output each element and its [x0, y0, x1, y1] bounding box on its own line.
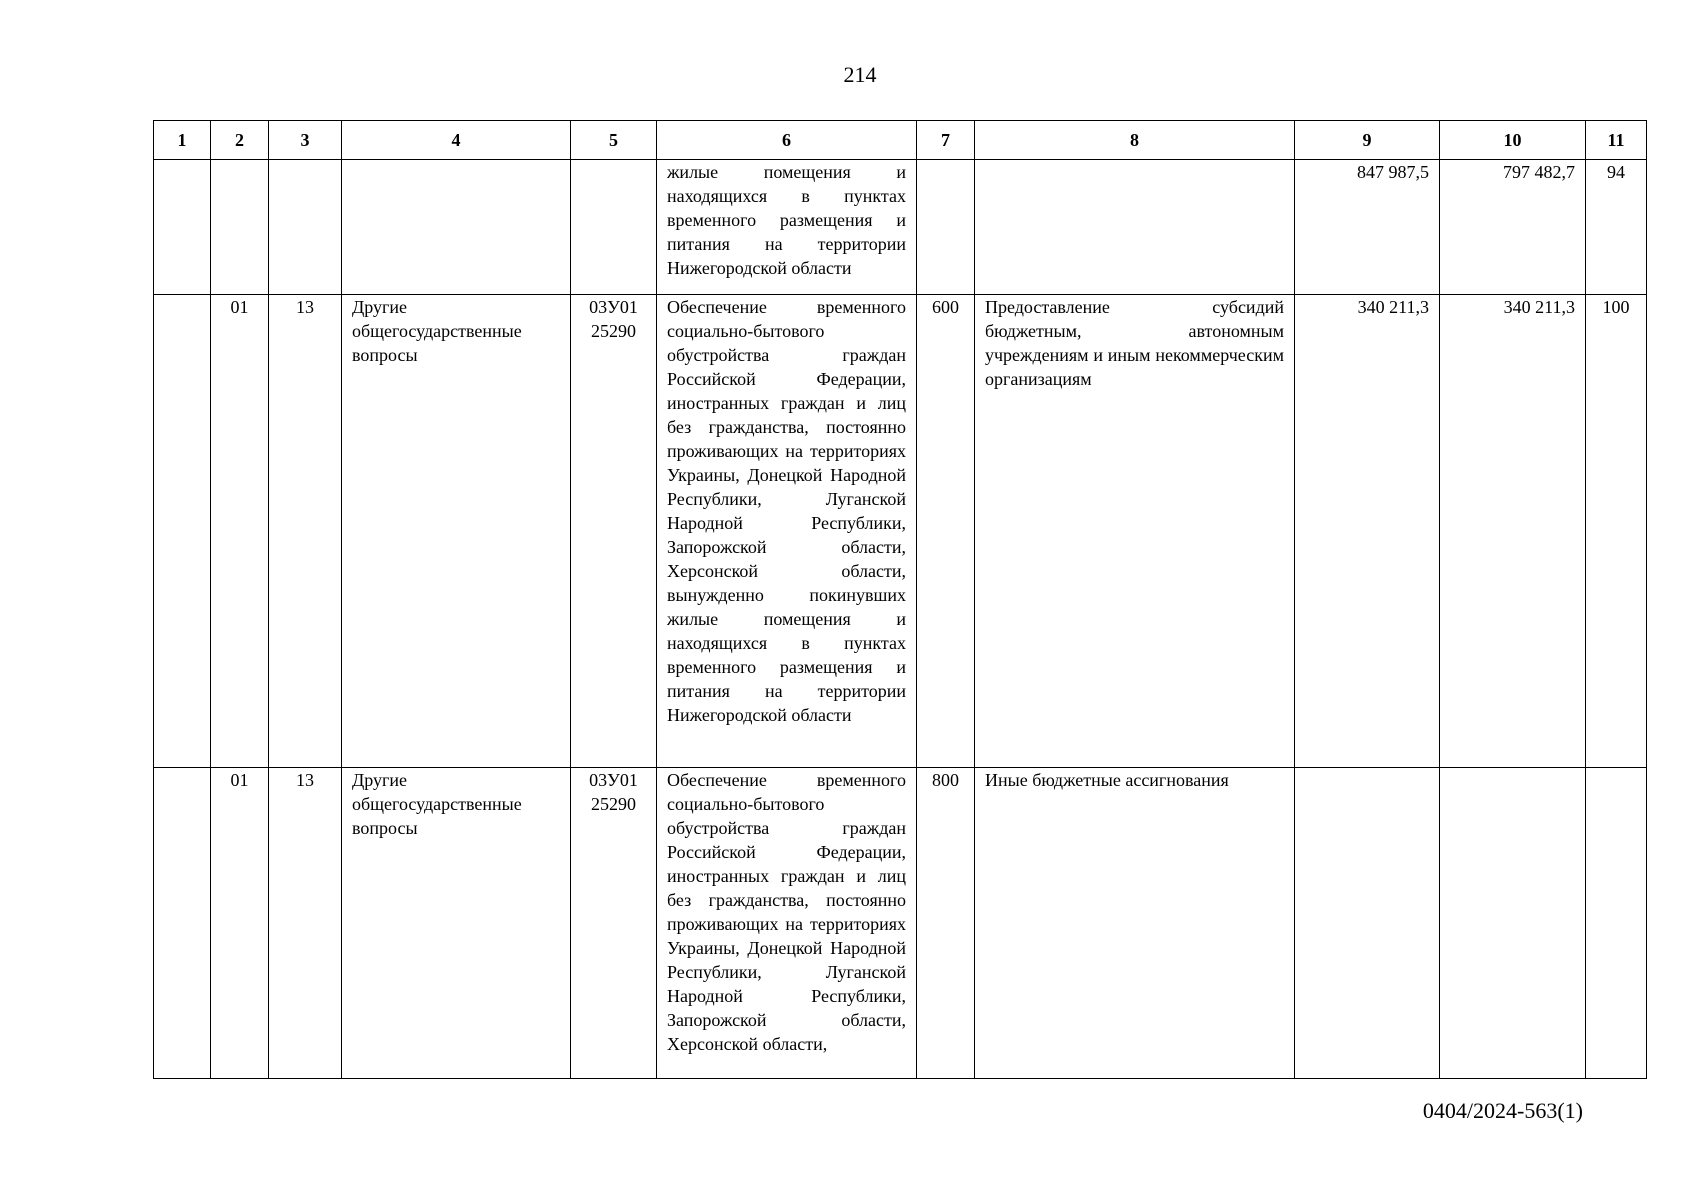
cell-executed: 340 211,3: [1440, 295, 1586, 768]
column-header: 9: [1295, 121, 1440, 160]
cell-planned: 340 211,3: [1295, 295, 1440, 768]
cell-target-code: [571, 768, 657, 1079]
cell-percent: [1586, 768, 1647, 1079]
cell-target-name: жилые помещения и находящихся в пунктах временного размещения и питания на территории Нижегородской области: [657, 160, 917, 295]
cell-expense-name: [975, 160, 1295, 295]
table-row: [154, 295, 1647, 768]
column-header: 2: [211, 121, 269, 160]
cell-target-name: Обеспечение временного социально-бытового обустройства граждан Российской Федерации, иностранных граждан и лиц без гражданства, постоянно проживающих на территориях Украины, Донецкой Народной Республики, Луганской Народной Республики, Запорожской области, Херсонской области,: [657, 768, 917, 1079]
column-header: 10: [1440, 121, 1586, 160]
table-row: [154, 768, 1647, 1079]
cell-col1: [154, 768, 211, 1079]
cell-section: 01: [211, 295, 269, 768]
cell-planned: 847 987,5: [1295, 160, 1440, 295]
column-header: 7: [917, 121, 975, 160]
document-id: 0404/2024-563(1): [1422, 1098, 1583, 1123]
cell-expense-type: 800: [917, 768, 975, 1079]
cell-expense-type: [917, 160, 975, 295]
cell-expense-type: 600: [917, 295, 975, 768]
cell-percent: 94: [1586, 160, 1647, 295]
cell-section-name: Другие общегосударственные вопросы: [342, 768, 571, 1079]
column-header: 4: [342, 121, 571, 160]
cell-expense-name: Иные бюджетные ассигнования: [975, 768, 1295, 1079]
column-header: 11: [1586, 121, 1647, 160]
target-code-part2: 25290: [591, 794, 636, 814]
cell-subsection: 13: [269, 295, 342, 768]
column-header: 3: [269, 121, 342, 160]
target-code-part1: 03У01: [589, 297, 638, 317]
target-code-part1: 03У01: [589, 770, 638, 790]
cell-executed: 797 482,7: [1440, 160, 1586, 295]
column-header: 6: [657, 121, 917, 160]
budget-table: [153, 120, 1647, 1079]
table-header-row: [154, 121, 1647, 160]
cell-expense-name: Предоставление субсидий бюджетным, автономным учреждениям и иным некоммерческим организациям: [975, 295, 1295, 768]
cell-section: [211, 160, 269, 295]
cell-percent: 100: [1586, 295, 1647, 768]
cell-subsection: [269, 160, 342, 295]
column-header: 1: [154, 121, 211, 160]
table-row: [154, 160, 1647, 295]
cell-target-code: [571, 160, 657, 295]
cell-subsection: 13: [269, 768, 342, 1079]
target-code-part2: 25290: [591, 321, 636, 341]
cell-target-name: Обеспечение временного социально-бытового обустройства граждан Российской Федерации, иностранных граждан и лиц без гражданства, постоянно проживающих на территориях Украины, Донецкой Народной Республики, Луганской Народной Республики, Запорожской области, Херсонской области, вынужденно покинувших жилые помещения и находящихся в пунктах временного размещения и питания на территории Нижегородской области: [657, 295, 917, 768]
cell-section-name: Другие общегосударственные вопросы: [342, 295, 571, 768]
cell-col1: [154, 295, 211, 768]
cell-planned: [1295, 768, 1440, 1079]
cell-executed: [1440, 768, 1586, 1079]
cell-section: 01: [211, 768, 269, 1079]
cell-col1: [154, 160, 211, 295]
cell-target-code: [571, 295, 657, 768]
cell-section-name: [342, 160, 571, 295]
column-header: 8: [975, 121, 1295, 160]
page-number: 214: [843, 62, 877, 87]
column-header: 5: [571, 121, 657, 160]
